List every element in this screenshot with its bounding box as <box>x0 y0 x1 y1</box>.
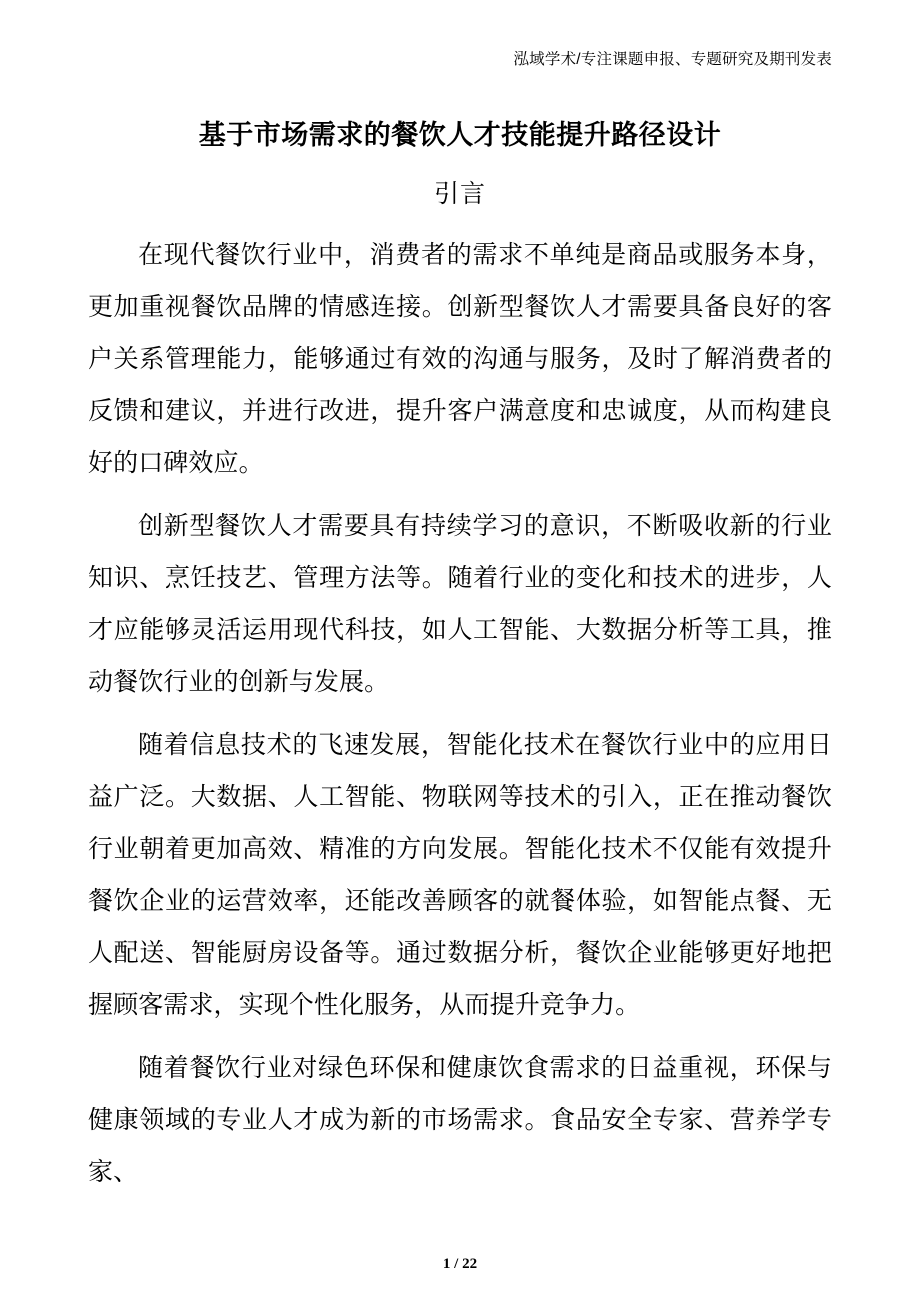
body-paragraph: 创新型餐饮人才需要具有持续学习的意识，不断吸收新的行业知识、烹饪技艺、管理方法等。随着行业的变化和技术的进步，人才应能够灵活运用现代科技，如人工智能、大数据分析等工具，推动餐饮行业的创新与发展。 <box>88 513 832 696</box>
body-paragraph: 在现代餐饮行业中，消费者的需求不单纯是商品或服务本身，更加重视餐饮品牌的情感连接。创新型餐饮人才需要具备良好的客户关系管理能力，能够通过有效的沟通与服务，及时了解消费者的反馈和建议，并进行改进，提升客户满意度和忠诚度，从而构建良好的口碑效应。 <box>88 242 832 477</box>
section-heading-introduction: 引言 <box>433 180 486 208</box>
page-title: 基于市场需求的餐饮人才技能提升路径设计 <box>198 120 722 150</box>
body-paragraph: 随着餐饮行业对绿色环保和健康饮食需求的日益重视，环保与健康领域的专业人才成为新的市场需求。食品安全专家、营养学专家、 <box>88 1055 832 1186</box>
document-body <box>88 172 832 1199</box>
body-paragraph: 随着信息技术的飞速发展，智能化技术在餐饮行业中的应用日益广泛。大数据、人工智能、物联网等技术的引入，正在推动餐饮行业朝着更加高效、精准的方向发展。智能化技术不仅能有效提升餐饮企业的运营效率，还能改善顾客的就餐体验，如智能点餐、无人配送、智能厨房设备等。通过数据分析，餐饮企业能够更好地把握顾客需求，实现个性化服务，从而提升竞争力。 <box>88 732 832 1019</box>
page-number: 1 / 22 <box>442 1256 478 1272</box>
running-header: 泓域学术/专注课题申报、专题研究及期刊发表 <box>513 51 832 68</box>
